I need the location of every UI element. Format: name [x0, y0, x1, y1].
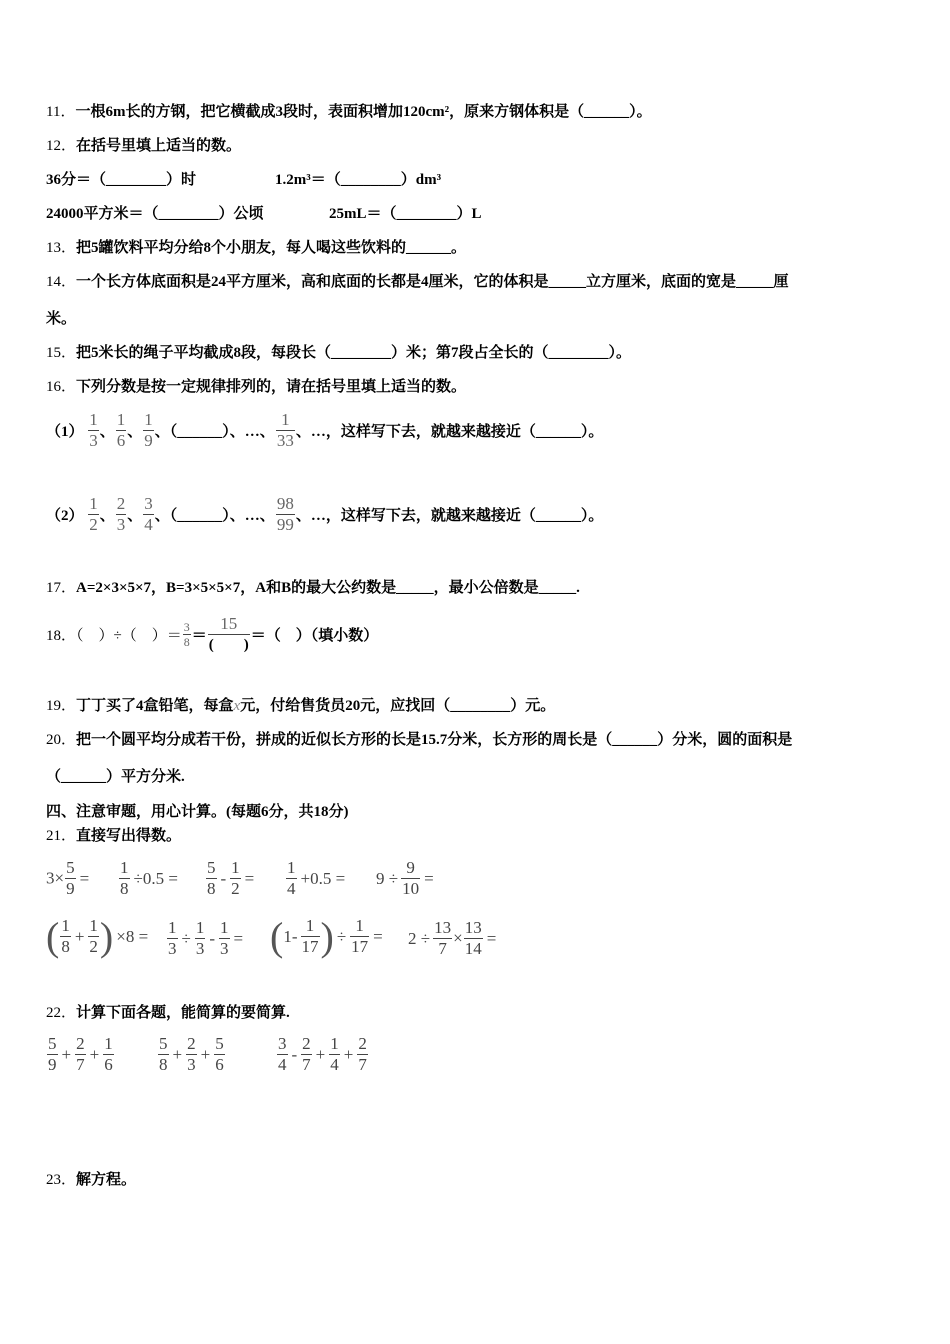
- question-11: [46, 102, 652, 122]
- question-12-row-2b: [329, 204, 482, 224]
- fraction: $\frac{3}{4}$: [278, 1034, 287, 1074]
- question-number: 21．: [46, 828, 77, 844]
- calc-item: $\frac{5}{8}$ - $\frac{1}{2}$ =: [207, 858, 255, 898]
- question-text: 一根6m长的方钢，把它横截成3段时，表面积增加120cm²，原来方钢体积是（______）。: [75, 104, 652, 120]
- fraction: $\frac{2}{7}$: [76, 1034, 85, 1074]
- question-number: 22．: [46, 1005, 77, 1021]
- fraction: $\frac{5}{9}$: [48, 1034, 57, 1074]
- part-label: （2）: [46, 508, 84, 524]
- question-number: 15．: [46, 345, 77, 361]
- question-23: [46, 1170, 136, 1190]
- question-20-cont: [46, 767, 185, 787]
- question-number: 13．: [46, 240, 77, 256]
- question-number: 16．: [46, 379, 77, 395]
- question-15: [46, 343, 631, 363]
- question-number: 18．: [46, 628, 77, 644]
- fraction: $\frac{2}{7}$: [302, 1034, 311, 1074]
- blank-item: 1.2m³＝（________）dm³: [275, 172, 442, 188]
- calc-item: ( $\frac{1}{8}$ + $\frac{1}{2}$ ) ×8 =: [46, 914, 149, 959]
- fraction: $\frac{5}{8}$: [207, 858, 216, 898]
- fraction: $\frac{5}{9}$: [66, 858, 75, 898]
- fraction: $\frac{2}{7}$: [358, 1034, 367, 1074]
- question-20: [46, 730, 792, 750]
- fraction: $\frac{1}{4}$: [287, 858, 296, 898]
- question-text: 解方程。: [76, 1172, 137, 1188]
- section-heading: 四、注意审题，用心计算。(每题6分，共18分): [46, 804, 349, 820]
- question-21: [46, 826, 181, 846]
- fraction: $\frac{1}{8}$: [61, 916, 70, 956]
- fraction: $\frac{98}{99}$: [276, 494, 294, 534]
- question-number: 14．: [46, 274, 77, 290]
- question-text: 下列分数是按一定规律排列的，请在括号里填上适当的数。: [76, 379, 467, 395]
- fraction: $\frac{1}{2}$: [89, 494, 98, 534]
- fraction: $\frac{1}{33}$: [276, 410, 294, 450]
- question-12: [46, 136, 241, 156]
- fraction: $\frac{9}{10}$: [402, 858, 420, 898]
- simplify-item: $\frac{5}{9}$ + $\frac{2}{7}$ + $\frac{1}{6}$: [48, 1034, 113, 1074]
- blank-item: 36分＝（________）时: [46, 172, 197, 188]
- question-19: 19．丁丁买了4盒铅笔，每盒x元，付给售货员20元，应找回（________）元。: [46, 698, 556, 714]
- variable-x: x: [233, 698, 241, 714]
- question-number: 11．: [46, 104, 76, 120]
- fraction: $\frac{1}{3}$: [168, 918, 177, 958]
- calc-item: $\frac{1}{8}$ ÷0.5 =: [120, 858, 178, 898]
- question-16-part-1: （1） $\frac{1}{3}$ 、 $\frac{1}{6}$ 、 $\frac{1}{9}$ 、（______）、…、 $\frac{1}{33}$ 、…，这样写下去，就越来越接近（______）。: [46, 410, 604, 450]
- fraction: $\frac{1}{8}$: [120, 858, 129, 898]
- fraction: $\frac{3}{4}$: [144, 494, 153, 534]
- fraction: $\frac{13}{14}$: [464, 918, 482, 958]
- question-text: 一个长方体底面积是24平方厘米，高和底面的长都是4厘米，它的体积是_____立方厘米，底面的宽是_____厘: [76, 274, 789, 290]
- fraction: $\frac{1}{2}$: [89, 916, 98, 956]
- question-22: [46, 1003, 290, 1023]
- fraction: $\frac{15}{( )}$: [208, 614, 249, 653]
- fraction: $\frac{1}{2}$: [231, 858, 240, 898]
- question-12-row-2: [46, 204, 264, 224]
- fraction: $\frac{2}{3}$: [187, 1034, 196, 1074]
- question-text: 把5罐饮料平均分给8个小朋友，每人喝这些饮料的______。: [76, 240, 467, 256]
- fraction: $\frac{1}{6}$: [104, 1034, 113, 1074]
- calc-item: 9 ÷ $\frac{9}{10}$ =: [376, 858, 434, 898]
- question-13: [46, 238, 466, 258]
- part-label: （1）: [46, 424, 84, 440]
- fraction: $\frac{1}{17}$: [351, 916, 369, 956]
- question-12-row-1b: [275, 170, 441, 190]
- fraction: $\frac{13}{7}$: [434, 918, 452, 958]
- calc-item: 2 ÷ $\frac{13}{7}$ × $\frac{13}{14}$ =: [408, 918, 497, 958]
- question-16-part-2: （2） $\frac{1}{2}$ 、 $\frac{2}{3}$ 、 $\frac{3}{4}$ 、（______）、…、 $\frac{98}{99}$ 、…，这样写下去，就越来越接近（______）。: [46, 494, 604, 534]
- question-number: 19．: [46, 698, 77, 714]
- question-18: 18．（ ）÷（ ）＝ $\frac{3}{8}$ ＝ $\frac{15}{( )}$ ＝（ ）（填小数）: [46, 614, 379, 653]
- calc-item: $\frac{1}{4}$ +0.5 =: [287, 858, 346, 898]
- question-text: A=2×3×5×7，B=3×5×5×7，A和B的最大公约数是_____，最小公倍数是_____.: [76, 580, 580, 596]
- question-14: [46, 272, 789, 292]
- question-number: 17．: [46, 580, 77, 596]
- fraction: $\frac{1}{4}$: [330, 1034, 339, 1074]
- fraction: $\frac{1}{3}$: [89, 410, 98, 450]
- calc-item: 3× $\frac{5}{9}$ =: [46, 858, 90, 898]
- question-16: [46, 377, 466, 397]
- question-number: 20．: [46, 732, 77, 748]
- fraction: $\frac{3}{8}$: [183, 620, 190, 649]
- question-text: 直接写出得数。: [76, 828, 182, 844]
- blank-item: 24000平方米＝（________）公顷: [46, 206, 264, 222]
- fraction: $\frac{1}{3}$: [220, 918, 229, 958]
- question-number: 23．: [46, 1172, 77, 1188]
- calc-item: (1- $\frac{1}{17}$ ) ÷ $\frac{1}{17}$ =: [270, 914, 383, 959]
- fraction: $\frac{1}{6}$: [116, 410, 126, 450]
- fraction: $\frac{1}{17}$: [301, 916, 319, 956]
- question-text: 把一个圆平均分成若干份，拼成的近似长方形的长是15.7分米，长方形的周长是（______）分米，圆的面积是: [76, 732, 793, 748]
- fraction: $\frac{1}{3}$: [195, 918, 205, 958]
- question-12-row-1: [46, 170, 196, 190]
- question-14-cont: [46, 309, 76, 329]
- simplify-item: $\frac{5}{8}$ + $\frac{2}{3}$ + $\frac{5}{6}$: [159, 1034, 224, 1074]
- fraction: $\frac{5}{6}$: [215, 1034, 224, 1074]
- blank-item: 25mL＝（________）L: [329, 206, 482, 222]
- fraction: $\frac{5}{8}$: [159, 1034, 168, 1074]
- question-text: （______）平方分米.: [46, 769, 185, 785]
- simplify-item: $\frac{3}{4}$ - $\frac{2}{7}$ + $\frac{1}{4}$ + $\frac{2}{7}$: [278, 1034, 367, 1074]
- fraction: $\frac{2}{3}$: [116, 494, 126, 534]
- fraction: $\frac{1}{9}$: [144, 410, 153, 450]
- question-text: 米。: [46, 311, 77, 327]
- question-17: [46, 578, 580, 598]
- question-text: 计算下面各题，能简算的要简算.: [76, 1005, 290, 1021]
- question-text: 在括号里填上适当的数。: [76, 138, 242, 154]
- calc-item: $\frac{1}{3}$ ÷ $\frac{1}{3}$ - $\frac{1}{3}$ =: [168, 918, 244, 958]
- question-text: 把5米长的绳子平均截成8段，每段长（________）米；第7段占全长的（________）。: [76, 345, 632, 361]
- question-number: 12．: [46, 138, 77, 154]
